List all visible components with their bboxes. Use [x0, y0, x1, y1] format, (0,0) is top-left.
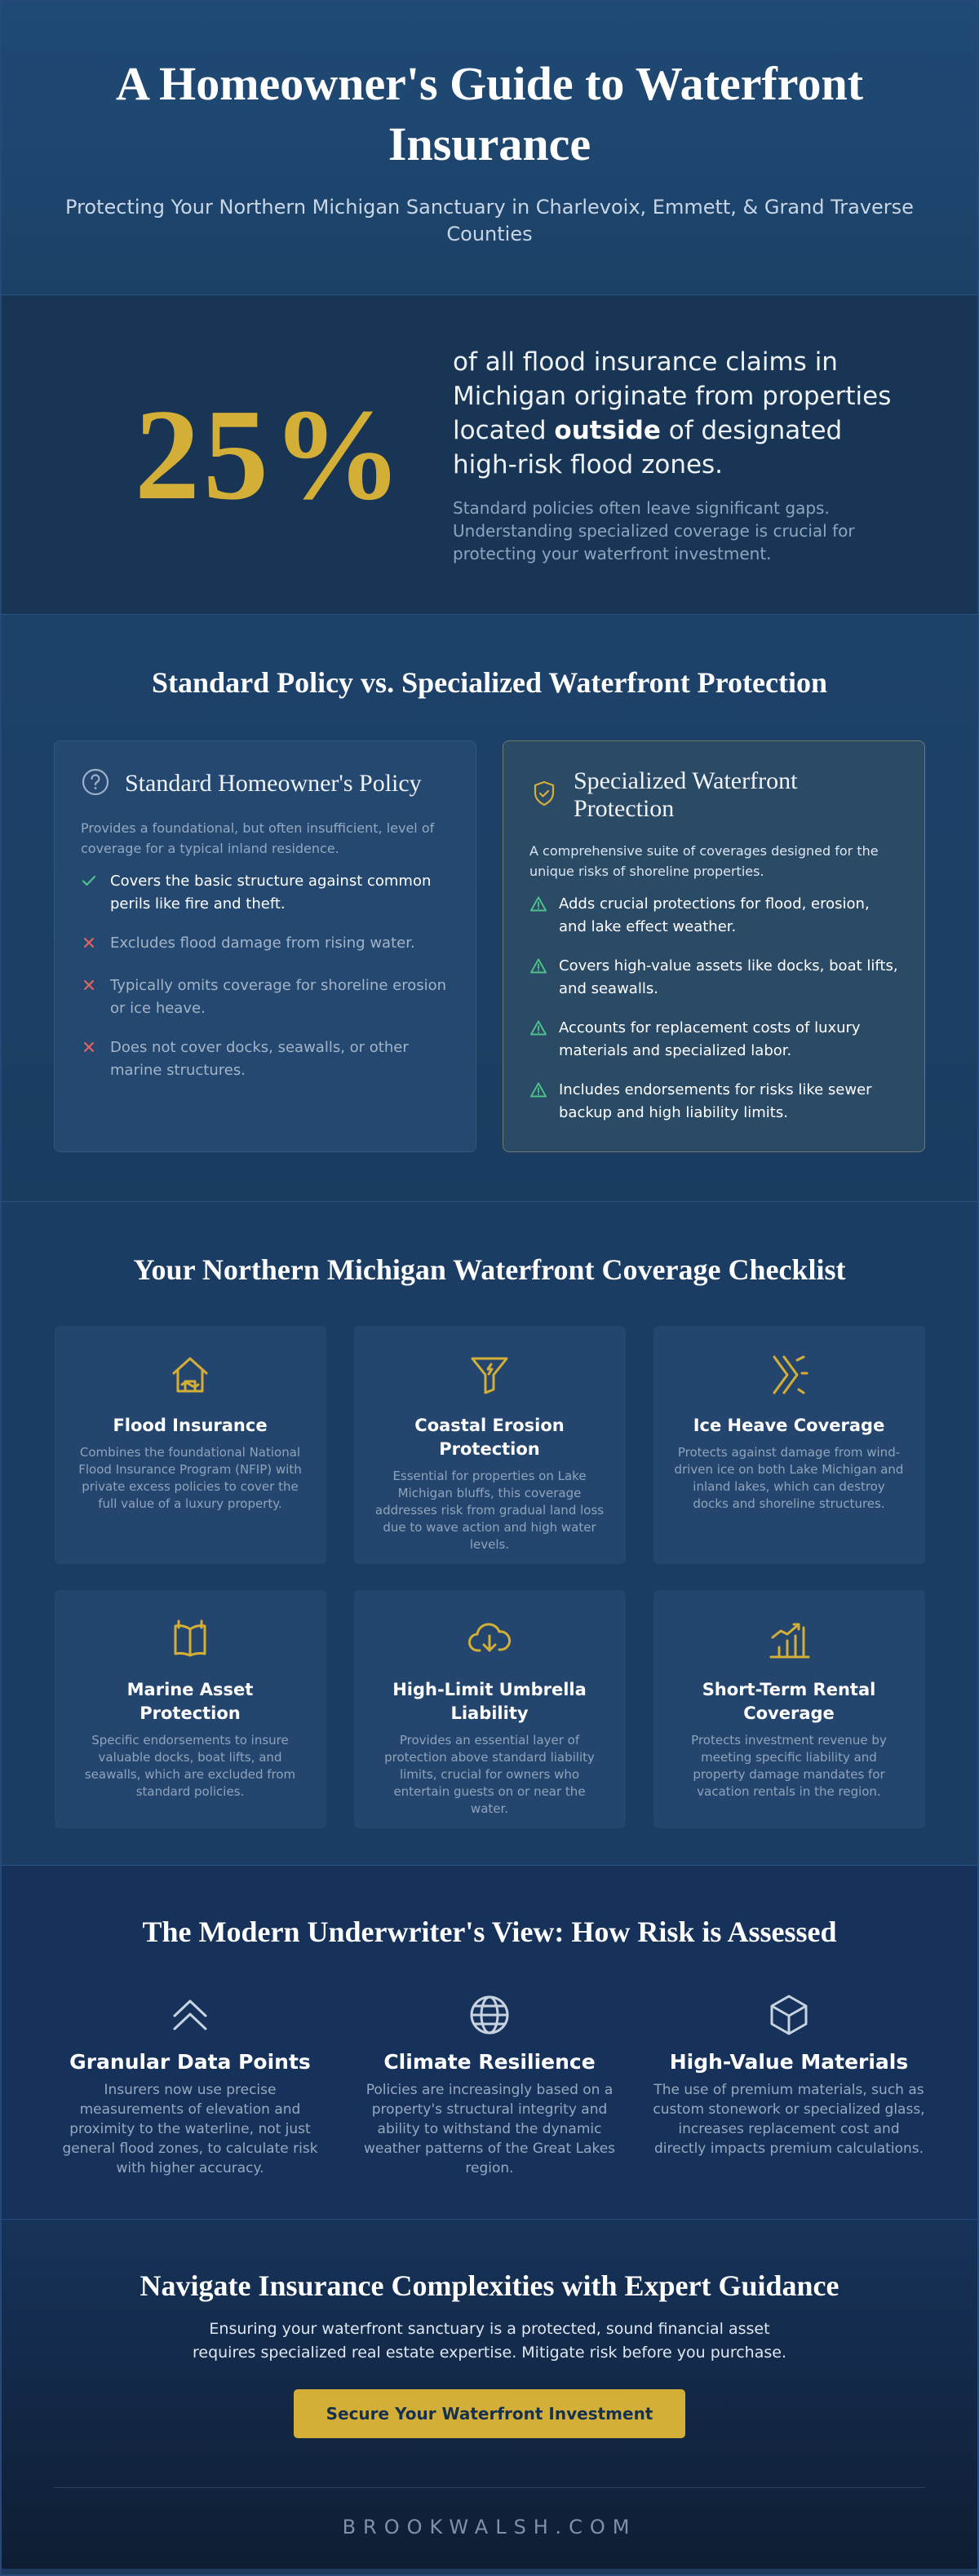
specialized-items: [529, 893, 898, 1125]
column-title: Granular Data Points: [69, 2050, 311, 2074]
underwriter-columns: [2, 1991, 977, 2178]
checklist-section: [2, 1202, 977, 1866]
funnel-erosion-icon: [375, 1349, 605, 1401]
globe-icon: [353, 1991, 627, 2039]
compare-title: Standard Policy vs. Specialized Waterfront Protection: [152, 666, 827, 699]
chart-growth-icon: [675, 1613, 904, 1665]
footer-site-link[interactable]: BROOKWALSH.COM: [342, 2516, 637, 2538]
x-icon: [81, 974, 99, 1020]
stat-lead-bold: outside: [554, 415, 661, 445]
question-circle-icon: [81, 767, 110, 800]
item-text: Adds crucial protections for flood, erosion, and lake effect weather.: [559, 895, 870, 935]
chevrons-up-icon: [54, 1991, 327, 2039]
page-subtitle: Protecting Your Northern Michigan Sanctuary in Charlevoix, Emmett, & Grand Traverse Counties: [65, 196, 914, 245]
item-text: Covers the basic structure against common perils like fire and theft.: [110, 873, 432, 912]
item-text: Covers high-value assets like docks, boat lifts, and seawalls.: [559, 957, 898, 997]
x-icon: [81, 932, 99, 958]
card-description: Provides a foundational, but often insufficient, level of coverage for a typical inland residence.: [81, 820, 435, 856]
stat-lead-before: of all flood insurance claims in Michigan originate from properties located: [453, 347, 892, 445]
item-text: Does not cover docks, seawalls, or other marine structures.: [110, 1039, 409, 1079]
checklist-tile-flood: [55, 1326, 326, 1564]
column-text: Insurers now use precise measurements of elevation and proximity to the waterline, not just general flood zones, to calculate risk with higher accuracy.: [62, 2082, 318, 2176]
ice-shards-icon: [675, 1349, 904, 1401]
underwriter-section: [2, 1866, 977, 2220]
item-text: Typically omits coverage for shoreline erosion or ice heave.: [110, 977, 447, 1017]
checklist-tile-marine: [55, 1590, 326, 1828]
card-header: [529, 767, 898, 823]
card-description: A comprehensive suite of coverages designed for the unique risks of shoreline properties.: [529, 843, 879, 879]
standard-items: [81, 870, 450, 1082]
list-item: [81, 1036, 450, 1082]
tile-text: Protects against damage from wind-driven ice on both Lake Michigan and inland lakes, which can destroy docks and shoreline structures.: [674, 1445, 904, 1511]
card-header: [81, 767, 450, 800]
check-icon: [81, 870, 99, 916]
compare-section: [2, 615, 977, 1202]
item-text: Accounts for replacement costs of luxury materials and specialized labor.: [559, 1019, 861, 1059]
list-item: [529, 955, 898, 1001]
tile-title: Short-Term Rental Coverage: [702, 1680, 876, 1723]
alert-triangle-icon: [529, 893, 547, 939]
house-flood-icon: [76, 1349, 305, 1401]
tile-title: Coastal Erosion Protection: [414, 1416, 565, 1459]
checklist-tile-erosion: [354, 1326, 626, 1564]
tile-text: Provides an essential layer of protection above standard liability limits, crucial for owners who entertain guests on or near the water.: [384, 1733, 595, 1816]
card-title: Specialized Waterfront Protection: [574, 767, 798, 822]
list-item: [81, 974, 450, 1020]
secure-investment-button[interactable]: Secure Your Waterfront Investment: [294, 2389, 685, 2438]
list-item: [529, 1079, 898, 1125]
checklist-tile-ice-heave: [653, 1326, 925, 1564]
stat-lead-after: of designated high-risk flood zones.: [453, 415, 843, 479]
list-item: [529, 1017, 898, 1063]
item-text: Excludes flood damage from rising water.: [110, 935, 415, 952]
alert-triangle-icon: [529, 1079, 547, 1125]
column-text: Policies are increasingly based on a property's structural integrity and ability to withstand the dynamic weather patterns of the Great Lakes region.: [363, 2082, 616, 2176]
checklist-tile-umbrella: [354, 1590, 626, 1828]
hero-header: [2, 2, 977, 295]
stat-lead: [453, 345, 910, 482]
card-title: Standard Homeowner's Policy: [125, 770, 422, 797]
underwriter-col-climate: [353, 1991, 627, 2178]
stat-number: 25%: [135, 382, 405, 527]
x-icon: [81, 1036, 99, 1082]
stat-note: Standard policies often leave significant gaps. Understanding specialized coverage is crucial for protecting your waterfront investment.: [453, 497, 855, 563]
column-title: High-Value Materials: [669, 2050, 909, 2074]
list-item: [81, 870, 450, 916]
cta-title: Navigate Insurance Complexities with Expert Guidance: [140, 2269, 839, 2302]
tile-text: Combines the foundational National Flood Insurance Program (NFIP) with private excess policies to cover the full value of a luxury property.: [78, 1445, 302, 1511]
stat-section: [2, 295, 977, 615]
checklist-grid: [2, 1326, 977, 1828]
tile-text: Specific endorsements to insure valuable docks, boat lifts, and seawalls, which are excluded from standard policies.: [84, 1733, 296, 1799]
page-title: A Homeowner's Guide to Waterfront Insurance: [115, 57, 864, 170]
cta-text: Ensuring your waterfront sanctuary is a protected, sound financial asset requires specialized real estate expertise. Mitigate risk before you purchase.: [193, 2320, 786, 2362]
cube-icon: [653, 1991, 926, 2039]
alert-triangle-icon: [529, 955, 547, 1001]
underwriter-col-data: [54, 1991, 327, 2178]
tile-text: Essential for properties on Lake Michigan bluffs, this coverage addresses risk from gradual land loss due to wave action and high water levels.: [374, 1469, 605, 1552]
tile-title: Ice Heave Coverage: [693, 1416, 885, 1435]
standard-policy-card: [54, 740, 476, 1152]
checklist-tile-rental: [653, 1590, 925, 1828]
cloud-download-icon: [375, 1613, 605, 1665]
underwriter-title: The Modern Underwriter's View: How Risk is Assessed: [142, 1915, 837, 1948]
alert-triangle-icon: [529, 1017, 547, 1063]
item-text: Includes endorsements for risks like sewer backup and high liability limits.: [559, 1081, 872, 1121]
stat-text: [453, 345, 910, 565]
tile-title: Marine Asset Protection: [126, 1680, 254, 1723]
list-item: [81, 932, 450, 958]
underwriter-col-materials: [653, 1991, 926, 2178]
shield-check-icon: [529, 779, 559, 811]
checklist-title: Your Northern Michigan Waterfront Coverage Checklist: [133, 1253, 846, 1286]
list-item: [529, 893, 898, 939]
compare-cards: [2, 740, 977, 1152]
cta-section: [2, 2220, 977, 2569]
specialized-protection-card: [503, 740, 925, 1152]
book-dock-icon: [76, 1613, 305, 1665]
column-text: The use of premium materials, such as custom stonework or specialized glass, increases replacement cost and directly impacts premium calculations.: [653, 2082, 925, 2157]
tile-text: Protects investment revenue by meeting specific liability and property damage mandates for vacation rentals in the region.: [691, 1733, 887, 1799]
tile-title: Flood Insurance: [113, 1416, 268, 1435]
column-title: Climate Resilience: [383, 2050, 596, 2074]
tile-title: High-Limit Umbrella Liability: [392, 1680, 587, 1723]
divider: [54, 2487, 925, 2488]
